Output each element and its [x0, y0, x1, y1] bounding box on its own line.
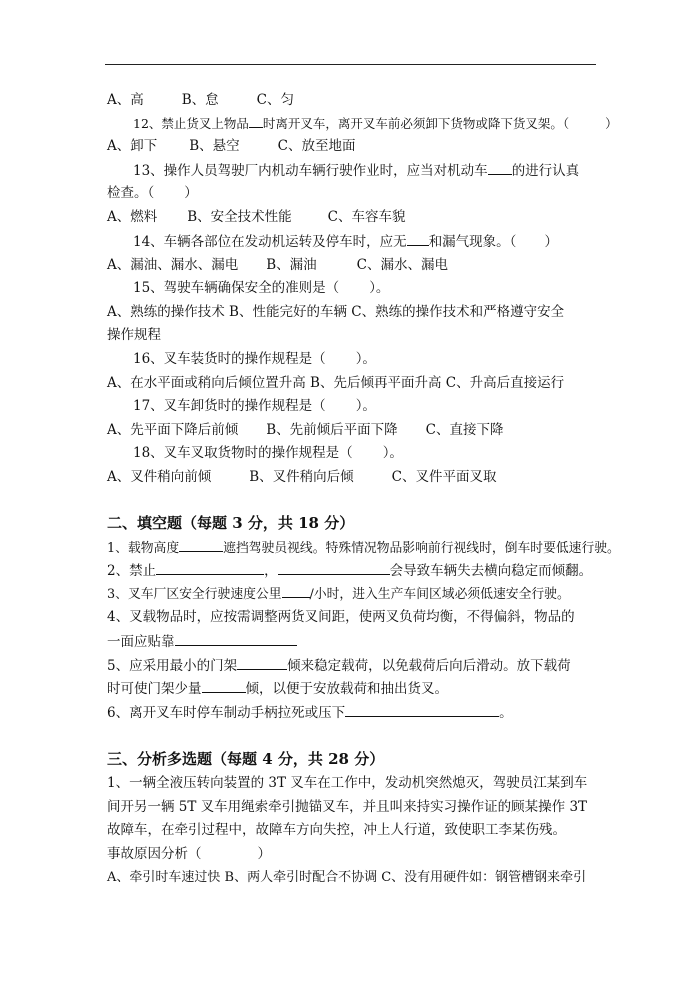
answer-blank [407, 232, 429, 246]
fill-4: 4、叉载物品时，应按需调整两货叉间距，使两叉负荷均衡，不得偏斜，物品的 [107, 609, 575, 625]
q15-options-cont: 操作规程 [107, 327, 161, 343]
fill-3: 3、叉车厂区安全行驶速度公里 /小时，进入生产车间区域必须低速安全行驶。 [107, 584, 570, 604]
section-3-title: 三、分析多选题（每题 4 分，共 28 分） [107, 750, 385, 768]
option-c: C、直接下降 [425, 422, 504, 438]
answer-blank [175, 632, 297, 646]
q13-options [107, 208, 406, 226]
fill-6: 6、离开叉车时停车制动手柄拉死或压下 。 [107, 705, 513, 721]
option-a: A、燃料 [107, 209, 158, 225]
q11-options [107, 91, 294, 109]
option-c: C、漏水、漏电 [356, 257, 449, 273]
header-rule [105, 64, 596, 65]
option-c: C、匀 [256, 92, 295, 108]
question-16: 16、叉车装货时的操作规程是（ ）。 [133, 351, 376, 367]
answer-blank [278, 561, 390, 575]
option-b: B、悬空 [189, 138, 240, 154]
option-b: B、先前倾后平面下降 [266, 422, 398, 438]
q16-options: A、在水平面或稍向后倾位置升高 B、先后倾再平面升高 C、升高后直接运行 [107, 375, 565, 391]
option-c: C、叉件平面叉取 [391, 469, 497, 485]
fill-5: 5、应采用最小的门架 倾来稳定载荷，以免载荷后向后滑动。放下载荷 [107, 658, 571, 674]
answer-blank [282, 584, 310, 598]
option-a: A、高 [107, 92, 144, 108]
fill-4-cont: 一面应贴靠 [107, 632, 297, 651]
section-2-title: 二、填空题（每题 3 分，共 18 分） [107, 514, 355, 532]
option-a: A、先平面下降后前倾 [107, 422, 239, 438]
option-a: A、漏油、漏水、漏电 [107, 257, 239, 273]
answer-blank [156, 561, 264, 575]
q17-options [107, 421, 504, 439]
analysis-1-line-3: 故障车，在牵引过程中，故障车方向失控，冲上人行道，致使职工李某伤残。 [107, 822, 566, 838]
option-b: B、叉件稍向后倾 [249, 469, 354, 485]
answer-blank [237, 656, 287, 670]
fill-2: 2、禁止 ， 会导致车辆失去横向稳定而倾翻。 [107, 563, 593, 579]
answer-blank [179, 538, 223, 552]
analysis-1-line-4: 事故原因分析（ ） [107, 846, 271, 862]
question-18: 18、叉车叉取货物时的操作规程是（ ）。 [133, 445, 403, 461]
question-17: 17、叉车卸货时的操作规程是（ ）。 [133, 398, 376, 414]
question-13-cont: 检查。（ ） [107, 185, 198, 201]
option-a: A、卸下 [107, 138, 158, 154]
option-b: B、怠 [181, 92, 219, 108]
option-c: C、车容车貌 [327, 209, 406, 225]
analysis-1-line-2: 间开另一辆 5T 叉车用绳索牵引抛锚叉车，并且叫来持实习操作证的顾某操作 3T [107, 799, 588, 815]
question-14: 14、车辆各部位在发动机运转及停车时，应无 和漏气现象。（ ） [133, 234, 558, 250]
q15-options: A、熟练的操作技术 B、性能完好的车辆 C、熟练的操作技术和严格遵守安全 [107, 304, 565, 320]
option-b: B、漏油 [266, 257, 317, 273]
question-15: 15、驾驶车辆确保安全的准则是（ ）。 [133, 280, 390, 296]
option-a: A、叉件稍向前倾 [107, 469, 212, 485]
answer-blank [488, 161, 512, 175]
fill-1: 1、载物高度 遮挡驾驶员视线。特殊情况物品影响前行视线时，倒车时要低速行驶。 [107, 538, 620, 558]
q18-options [107, 468, 497, 486]
question-12: 12、禁止货叉上物品 时离开叉车，离开叉车前必须卸下货物或降下货叉架。（ ） [133, 116, 618, 131]
answer-blank [202, 679, 246, 693]
question-13: 13、操作人员驾驶厂内机动车辆行驶作业时，应当对机动车 的进行认真 [133, 163, 580, 179]
option-c: C、放至地面 [277, 138, 356, 154]
answer-blank [249, 114, 263, 128]
analysis-1-options: A、牵引时车速过快 B、两人牵引时配合不协调 C、没有用硬件如：钢管槽钢来牵引 [107, 870, 587, 885]
q14-options [107, 256, 448, 274]
q12-options [107, 137, 356, 155]
analysis-1-line-1: 1、一辆全液压转向装置的 3T 叉车在工作中，发动机突然熄灭，驾驶员江某到车 [107, 775, 588, 791]
fill-5-cont: 时可使门架少量 倾，以便于安放载荷和抽出货叉。 [107, 681, 448, 697]
option-b: B、安全技术性能 [187, 209, 292, 225]
answer-blank [345, 703, 499, 717]
